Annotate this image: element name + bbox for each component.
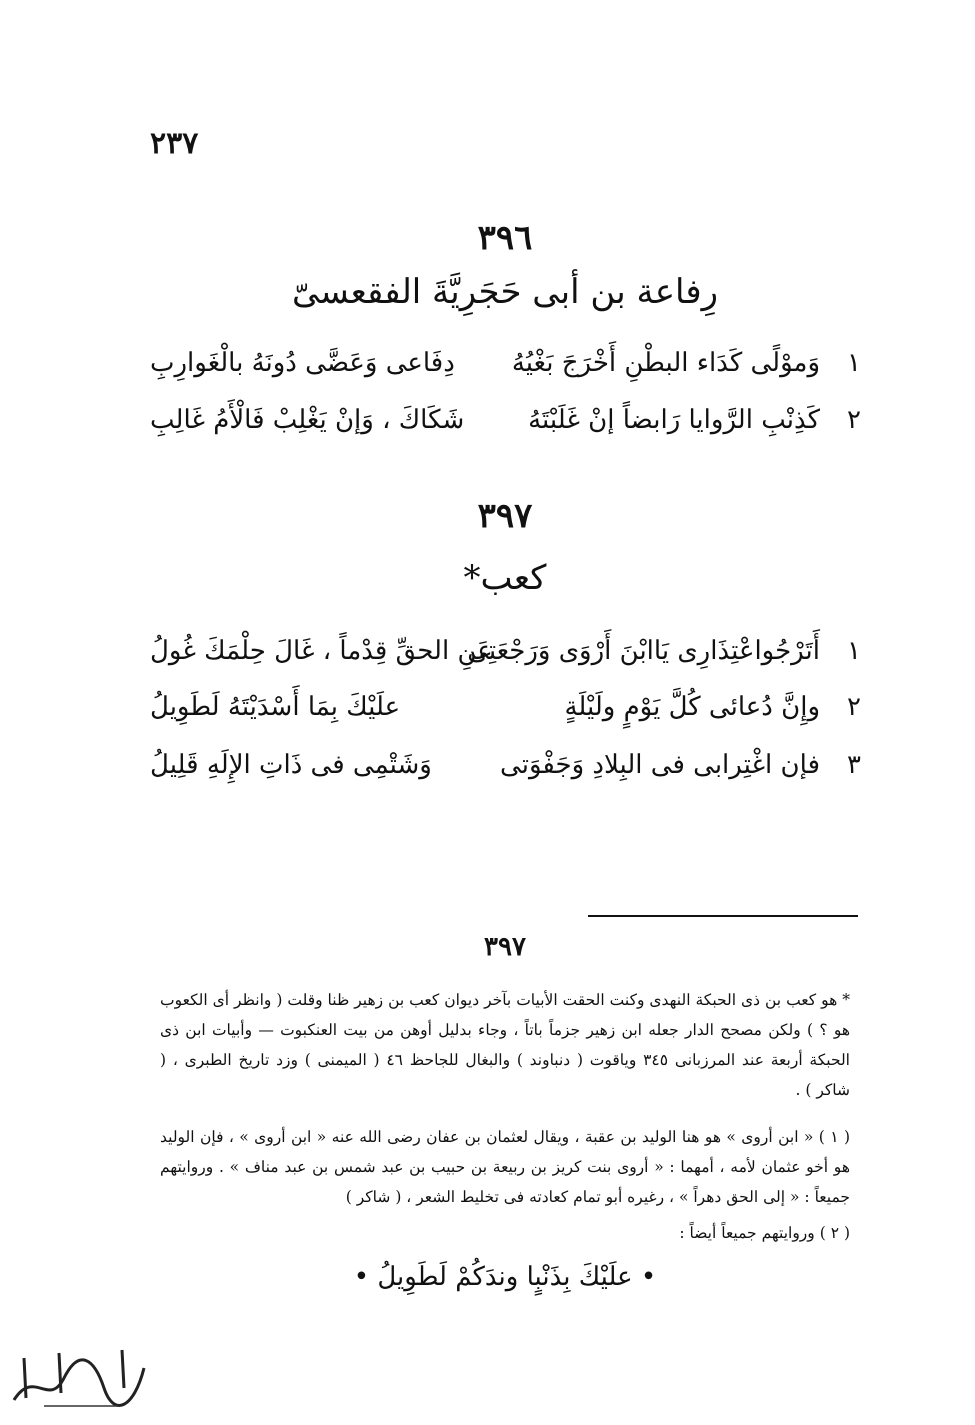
verse-first-hemistich: أَتَرْجُواعْتِذَارِى يَاابْنَ أَرْوَى وَرَجْعَتِى [467,636,820,666]
notes-poem-number: ٣٩٧ [484,932,526,962]
footnote-separator [588,915,858,917]
verse-number: ١ [847,636,861,666]
verse-first-hemistich: وَموْلًى كَدَاء البطْنِ أَخْرَجَ بَغْيُهُ [511,348,820,378]
publisher-logo [4,1338,154,1418]
verse-first-hemistich: كَذِنْبِ الرَّوايا رَابضاً إنْ غَلَبْتَهُ [528,405,820,435]
verse-second-hemistich: عَنِ الحقِّ قِدْماً ، غَالَ حِلْمَكَ غُولُ [150,636,493,666]
poem-397-number: ٣٩٧ [477,496,533,536]
verse-first-hemistich: فإن اغْتِرابى فى البِلادِ وَجَفْوَتى [500,750,820,780]
poem-397-verse-1 [150,636,870,686]
poem-396-verse-1 [150,348,870,398]
verse-second-hemistich: علَيْكَ بِمَا أَسْدَيْتَهُ لَطَوِيلُ [150,692,401,722]
footnote-1: ( ١ ) « ابن أروى » هو هنا الوليد بن عقبة ، ويقال لعثمان بن عفان رضى الله عنه « ابن أروى » ، فإن الوليد هو أخو عثمان لأمه ، أمهما : « أروى بنت كريز بن ربيعة بن حبيب بن عبد شمس بن عبد مناف » . وروايتهم جميعاً : « إلى الحق دهراً » ، رغيره أبو تمام كعادته فى تخليط الشعر ، ( شاكر ) [160,1128,850,1206]
footnote-star: * هو كعب بن ذى الحبكة النهدى وكنت الحقت الأبيات بآخر ديوان كعب بن زهير ظنا وقلت ( وانظر أى الكعوب هو ؟ ) ولكن مصحح الدار جعله ابن زهير جزماً باتاً ، وجاء بدليل أوهن من بيت العنكبوت — وأبيات ابن ذى الحبكة أربعة عند المرزبانى ٣٤٥ وياقوت ( دنباوند ) والبغال للجاحظ ٤٦ ( الميمنى ) وزد تاريخ الطبرى ، ( شاكر ) . [160,991,850,1099]
verse-number: ٢ [847,405,861,435]
poem-396-poet: رِفاعة بن أبى حَجَرِيَّةَ الفقعسىّ [291,272,719,312]
page-number: ٢٣٧ [150,126,199,161]
verse-first-hemistich: وإِنَّ دُعائى كُلَّ يَوْمٍ ولَيْلَةٍ [564,692,820,722]
verse-second-hemistich: شَكَاكَ ، وَإنْ يَغْلِبْ فَالْأَمُ غَالِبِ [150,405,465,435]
poem-397-verse-3 [150,750,870,800]
verse-second-hemistich: دِفَاعى وَعَضَّى دُونَهُ بالْغَوارِبِ [150,348,455,378]
poem-396-number: ٣٩٦ [477,218,533,258]
footnote-2-alternate-reading: • علَيْكَ بِذَنْبٍا وندَكُمْ لَطَوِيلُ • [353,1262,657,1292]
verse-number: ٢ [847,692,861,722]
verse-number: ٣ [847,750,861,780]
verse-second-hemistich: وَشَتْمِى فى ذَاتِ الإِلَهِ قَلِيلُ [150,750,432,780]
poem-397-poet: كعب* [463,558,547,598]
verse-number: ١ [847,348,861,378]
poem-396-verse-2 [150,405,870,455]
poem-397-verse-2 [150,692,870,742]
footnote-2: ( ٢ ) وروايتهم جميعاً أيضاً : [679,1224,850,1242]
